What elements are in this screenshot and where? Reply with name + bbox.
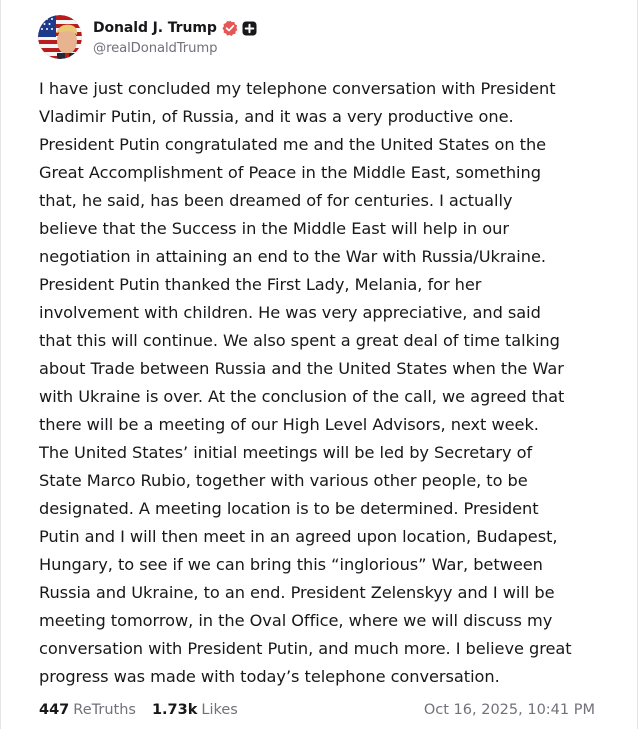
post-line: believe that the Success in the Middle East will help in our <box>39 219 509 238</box>
post-header <box>38 15 257 59</box>
post-line: Hungary, to see if we can bring this “inglorious” War, between <box>39 555 543 574</box>
post-body <box>39 75 613 691</box>
plus-badge-icon <box>242 21 257 36</box>
verified-badge-icon <box>222 20 238 36</box>
flag-avatar-icon <box>38 15 82 59</box>
post-footer <box>39 699 595 721</box>
likes-count: 1.73k <box>151 702 198 718</box>
post-line: meeting tomorrow, in the Oval Office, where we will discuss my <box>39 611 553 630</box>
retruths-label: ReTruths <box>73 702 136 718</box>
post-line: that, he said, has been dreamed of for centuries. I actually <box>39 191 513 210</box>
retruths-count: 447 <box>39 702 70 718</box>
post-line: there will be a meeting of our High Level Advisors, next week. <box>39 415 539 434</box>
avatar[interactable] <box>38 15 82 59</box>
likes-stat[interactable] <box>152 702 238 718</box>
post-line: Great Accomplishment of Peace in the Middle East, something <box>39 163 541 182</box>
post-line: involvement with children. He was very appreciative, and said <box>39 303 541 322</box>
name-row <box>93 18 257 38</box>
post-line: The United States’ initial meetings will be led by Secretary of <box>39 443 533 462</box>
post-line: progress was made with today’s telephone conversation. <box>39 667 500 686</box>
post-line: State Marco Rubio, together with various other people, to be <box>39 471 528 490</box>
author-display-name[interactable]: Donald J. Trump <box>93 20 217 36</box>
post-line: designated. A meeting location is to be determined. President <box>39 499 539 518</box>
post-line: with Ukraine is over. At the conclusion of the call, we agreed that <box>39 387 565 406</box>
retruths-stat[interactable] <box>39 702 136 718</box>
author-names <box>93 18 257 56</box>
post-line: Vladimir Putin, of Russia, and it was a very productive one. <box>39 107 514 126</box>
author-handle[interactable]: @realDonaldTrump <box>93 41 218 56</box>
post-line: Russia and Ukraine, to an end. President Zelenskyy and I will be <box>39 583 555 602</box>
post-line: conversation with President Putin, and much more. I believe great <box>39 639 572 658</box>
post-line: I have just concluded my telephone conversation with President <box>39 79 556 98</box>
post-line: about Trade between Russia and the United States when the War <box>39 359 564 378</box>
post-line: President Putin thanked the First Lady, Melania, for her <box>39 275 482 294</box>
post-line: negotiation in attaining an end to the War with Russia/Ukraine. <box>39 247 546 266</box>
post-line: President Putin congratulated me and the United States on the <box>39 135 547 154</box>
likes-label: Likes <box>201 702 238 718</box>
post-timestamp[interactable]: Oct 16, 2025, 10:41 PM <box>423 702 595 718</box>
post-line: Putin and I will then meet in an agreed upon location, Budapest, <box>39 527 558 546</box>
post-line: that this will continue. We also spent a great deal of time talking <box>39 331 560 350</box>
